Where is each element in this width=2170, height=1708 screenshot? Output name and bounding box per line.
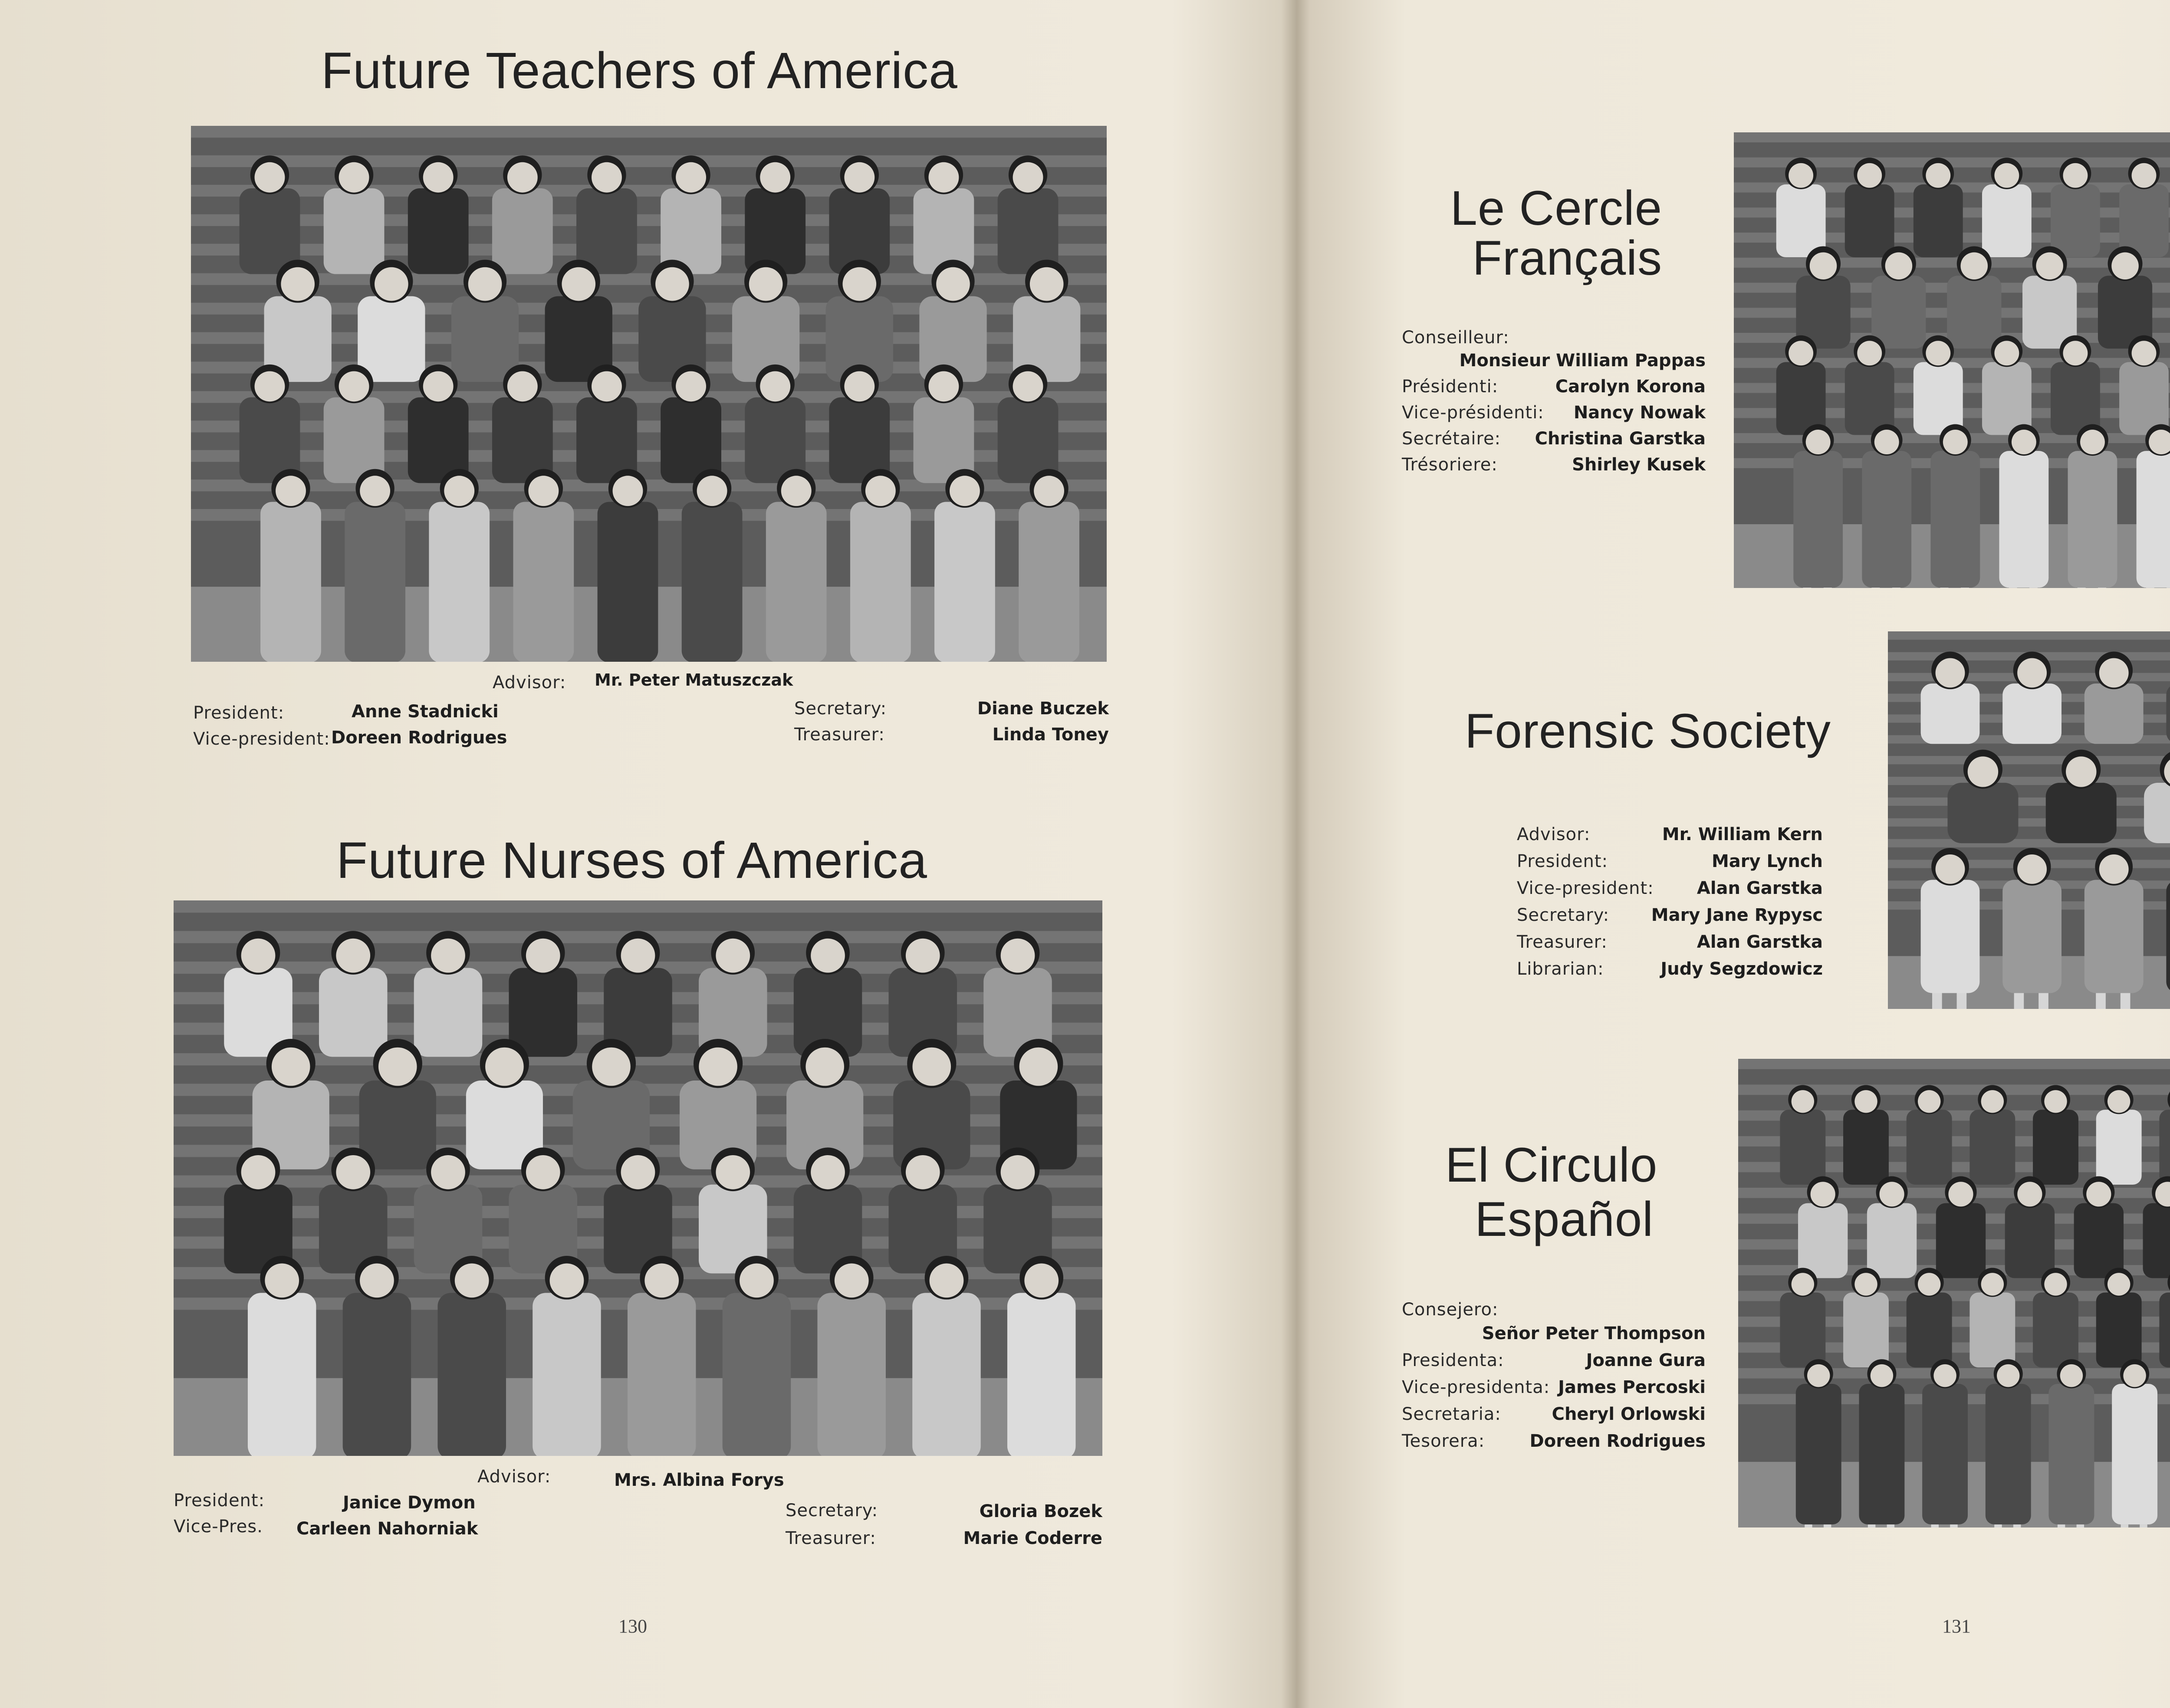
right-page	[1293, 0, 2170, 1708]
french-vp-label: Vice-présidenti:	[1402, 403, 1544, 423]
fna-president-name: Janice Dymon	[343, 1493, 476, 1513]
fna-treasurer-label: Treasurer:	[786, 1528, 876, 1548]
forensic-title: Forensic Society	[1465, 704, 1831, 758]
spanish-title-line2: Español	[1475, 1192, 1654, 1246]
french-title-line2: Français	[1472, 231, 1662, 285]
fta-group-photo	[191, 126, 1107, 662]
fta-secretary-label: Secretary:	[794, 699, 887, 719]
forensic-treasurer-label: Treasurer:	[1517, 932, 1608, 952]
spanish-title-line1: El Circulo	[1445, 1138, 1658, 1192]
fta-treasurer-label: Treasurer:	[794, 725, 885, 745]
forensic-vp-label: Vice-president:	[1517, 878, 1654, 898]
french-president-label: Présidenti:	[1402, 377, 1499, 397]
spanish-advisor-label: Consejero:	[1402, 1300, 1499, 1320]
fna-advisor-label: Advisor:	[477, 1467, 551, 1487]
fta-vp-name: Doreen Rodrigues	[331, 728, 507, 748]
fta-president-name: Anne Stadnicki	[352, 702, 499, 722]
fta-vp-label: Vice-president:	[193, 729, 330, 749]
spanish-secretary-label: Secretaria:	[1402, 1404, 1501, 1424]
forensic-advisor-label: Advisor:	[1517, 824, 1591, 844]
fta-advisor-label: Advisor:	[493, 673, 566, 693]
fta-title: Future Teachers of America	[321, 42, 958, 99]
forensic-vp-name: Alan Garstka	[1697, 878, 1823, 898]
french-treasurer-name: Shirley Kusek	[1572, 455, 1706, 475]
forensic-secretary-name: Mary Jane Rypysc	[1651, 905, 1823, 925]
forensic-advisor-name: Mr. William Kern	[1662, 824, 1823, 844]
forensic-librarian-name: Judy Segzdowicz	[1660, 959, 1823, 979]
french-treasurer-label: Trésoriere:	[1402, 455, 1498, 475]
french-title-line1: Le Cercle	[1450, 181, 1662, 235]
french-advisor-label: Conseilleur:	[1402, 328, 1509, 348]
french-vp-name: Nancy Nowak	[1573, 403, 1706, 423]
fna-group-photo	[174, 900, 1102, 1456]
french-secretary-name: Christina Garstka	[1535, 429, 1706, 449]
french-group-photo	[1734, 132, 2170, 588]
page-number-right: 131	[1942, 1616, 1971, 1637]
french-secretary-label: Secrétaire:	[1402, 429, 1501, 449]
fna-title: Future Nurses of America	[336, 832, 927, 889]
forensic-president-name: Mary Lynch	[1711, 851, 1823, 871]
fna-treasurer-name: Marie Coderre	[963, 1528, 1102, 1548]
fna-advisor-name: Mrs. Albina Forys	[614, 1470, 784, 1490]
spanish-advisor-name: Señor Peter Thompson	[1482, 1324, 1706, 1343]
fta-advisor-name: Mr. Peter Matuszczak	[595, 670, 793, 690]
fna-secretary-name: Gloria Bozek	[979, 1501, 1102, 1521]
forensic-treasurer-name: Alan Garstka	[1697, 932, 1823, 952]
spanish-treasurer-label: Tesorera:	[1402, 1431, 1485, 1451]
fna-president-label: President:	[174, 1491, 265, 1511]
forensic-librarian-label: Librarian:	[1517, 959, 1604, 979]
forensic-president-label: President:	[1517, 851, 1608, 871]
fna-vp-name: Carleen Nahorniak	[296, 1519, 478, 1539]
fta-treasurer-name: Linda Toney	[992, 725, 1109, 745]
spanish-secretary-name: Cheryl Orlowski	[1552, 1404, 1706, 1424]
spanish-vp-name: James Percoski	[1558, 1377, 1706, 1397]
spanish-president-name: Joanne Gura	[1586, 1350, 1706, 1370]
spanish-treasurer-name: Doreen Rodrigues	[1529, 1431, 1706, 1451]
forensic-secretary-label: Secretary:	[1517, 905, 1610, 925]
spanish-vp-label: Vice-presidenta:	[1402, 1377, 1550, 1397]
french-advisor-name: Monsieur William Pappas	[1459, 351, 1706, 371]
french-president-name: Carolyn Korona	[1555, 377, 1706, 397]
forensic-group-photo	[1888, 631, 2170, 1009]
fna-secretary-label: Secretary:	[786, 1501, 878, 1521]
page-number-left: 130	[618, 1616, 647, 1637]
spanish-president-label: Presidenta:	[1402, 1350, 1504, 1370]
spanish-group-photo	[1738, 1059, 2170, 1527]
fna-vp-label: Vice-Pres.	[174, 1517, 263, 1537]
fta-secretary-name: Diane Buczek	[977, 699, 1109, 719]
fta-president-label: President:	[193, 703, 285, 723]
